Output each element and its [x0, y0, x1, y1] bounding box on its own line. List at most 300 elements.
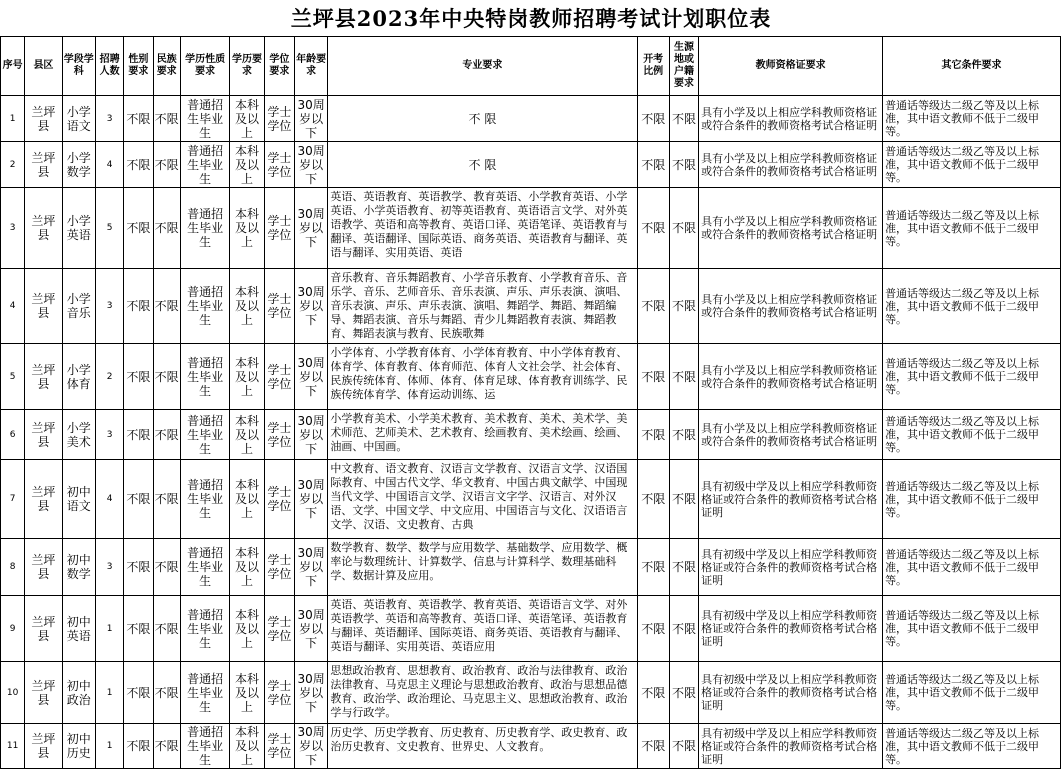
cell-other — [883, 460, 1061, 539]
cell-ethnic — [153, 460, 180, 539]
cell-origin-text: 不限 — [672, 739, 697, 753]
cell-seq — [1, 188, 25, 269]
cell-cert-text: 具有初级中学及以上相应学科教师资格证或符合条件的教师资格考试合格证明 — [701, 547, 878, 587]
cell-age — [294, 460, 327, 539]
cell-edu-nature — [180, 142, 230, 188]
cell-degree-text: 学士学位 — [267, 485, 292, 513]
cell-edu-text: 本科及以上 — [234, 546, 259, 588]
cell-edu — [230, 662, 264, 724]
cell-gender — [124, 188, 153, 269]
cell-county — [25, 596, 62, 662]
cell-edu-nature-text: 普通招生毕业生 — [187, 607, 224, 650]
cell-gender-text: 不限 — [126, 685, 151, 700]
cell-ethnic — [153, 344, 180, 410]
cell-edu-nature-text: 普通招生毕业生 — [187, 207, 224, 249]
cell-gender-text: 不限 — [126, 369, 151, 384]
cell-cert — [699, 410, 883, 460]
cell-subject-text: 小学体育 — [66, 362, 91, 391]
cell-ratio — [637, 344, 669, 410]
cell-gender — [124, 269, 153, 344]
cell-gender — [124, 96, 153, 142]
cell-ethnic — [153, 662, 180, 724]
cell-ratio-text: 不限 — [641, 739, 666, 753]
cell-ethnic — [153, 724, 180, 769]
cell-county — [25, 269, 62, 344]
cell-origin — [669, 539, 698, 596]
header-ethnic: 民族要求 — [153, 37, 180, 96]
cell-other — [883, 142, 1061, 188]
cell-seq — [1, 724, 25, 769]
cell-edu-nature — [180, 269, 230, 344]
cell-edu — [230, 96, 264, 142]
cell-origin — [669, 724, 698, 769]
header-major: 专业要求 — [328, 37, 637, 96]
cell-county — [25, 142, 62, 188]
cell-major-text: 音乐教育、音乐舞蹈教育、小学音乐教育、小学教育音乐、音乐学、音乐、艺师音乐、音乐表演、声乐、声乐表演、演唱、音乐表演、声乐、声乐表演、演唱、舞蹈学、舞蹈、舞蹈编导、舞蹈表演、音乐与舞蹈、青少儿舞蹈教育表演、舞蹈教育、舞蹈表演与教育、民族歌舞 — [330, 271, 628, 340]
cell-subject — [62, 596, 95, 662]
cell-edu-text: 本科及以上 — [234, 355, 259, 398]
cell-subject-text: 初中政治 — [66, 678, 91, 707]
cell-ratio — [637, 724, 669, 769]
cell-ratio-text: 不限 — [641, 492, 666, 506]
cell-edu — [230, 188, 264, 269]
cell-ratio-text: 不限 — [641, 369, 666, 384]
cell-other — [883, 724, 1061, 769]
cell-count — [95, 269, 123, 344]
cell-subject-text: 小学数学 — [66, 150, 91, 179]
cell-ethnic-text: 不限 — [154, 560, 179, 574]
cell-origin-text: 不限 — [672, 427, 697, 442]
cell-origin-text: 不限 — [672, 299, 697, 313]
cell-seq-text: 8 — [9, 562, 16, 572]
cell-age — [294, 344, 327, 410]
cell-cert — [699, 142, 883, 188]
cell-ethnic-text: 不限 — [154, 299, 179, 313]
cell-edu — [230, 596, 264, 662]
cell-edu-nature — [180, 539, 230, 596]
cell-degree — [264, 269, 294, 344]
cell-count — [95, 724, 123, 769]
cell-seq — [1, 662, 25, 724]
cell-subject — [62, 410, 95, 460]
cell-seq-text: 1 — [9, 113, 16, 124]
header-subject: 学段学科 — [62, 37, 95, 96]
cell-edu-text: 本科及以上 — [234, 285, 259, 327]
cell-edu-nature-text: 普通招生毕业生 — [187, 546, 224, 588]
cell-origin — [669, 269, 698, 344]
table-row — [1, 460, 1061, 539]
cell-edu-nature — [180, 410, 230, 460]
cell-ethnic-text: 不限 — [154, 492, 179, 506]
cell-age — [294, 539, 327, 596]
table-row — [1, 142, 1061, 188]
cell-ethnic-text: 不限 — [154, 369, 179, 384]
cell-ratio — [637, 188, 669, 269]
cell-age — [294, 188, 327, 269]
cell-age-text: 30周岁以下 — [297, 285, 325, 327]
cell-seq-text: 4 — [9, 301, 16, 311]
cell-county — [25, 188, 62, 269]
cell-age-text: 30周岁以下 — [297, 143, 325, 186]
cell-ratio-text: 不限 — [641, 685, 666, 700]
cell-gender-text: 不限 — [126, 111, 151, 126]
cell-edu — [230, 539, 264, 596]
cell-gender-text: 不限 — [126, 221, 151, 235]
cell-gender — [124, 344, 153, 410]
cell-other-text: 普通话等级达二级乙等及以上标准，其中语文教师不低于二级甲等。 — [885, 673, 1040, 712]
cell-degree-text: 学士学位 — [267, 678, 292, 707]
cell-major-text: 英语、英语教育、英语教学、教育英语、小学教育英语、小学英语、小学英语教育、初等英语教育、英语语言文学、对外英语教学、英语和高等教育、英语口译、英语笔译、英语教育与翻译、英语翻译、国际英语、商务英语、英语教育与翻译、英语与翻译、实用英语、英语 — [330, 190, 628, 259]
cell-degree-text: 学士学位 — [267, 362, 292, 391]
cell-age-text: 30周岁以下 — [297, 97, 325, 140]
cell-origin-text: 不限 — [672, 157, 697, 172]
table-row — [1, 410, 1061, 460]
table-row — [1, 344, 1061, 410]
header-county: 县区 — [25, 37, 62, 96]
table-row — [1, 96, 1061, 142]
cell-subject — [62, 539, 95, 596]
cell-other-text: 普通话等级达二级乙等及以上标准，其中语文教师不低于二级甲等。 — [885, 415, 1040, 454]
cell-major — [328, 460, 637, 539]
cell-origin-text: 不限 — [672, 111, 697, 126]
cell-ratio-text: 不限 — [641, 621, 666, 636]
cell-degree-text: 学士学位 — [267, 104, 292, 133]
cell-ethnic — [153, 539, 180, 596]
header-gender: 性别要求 — [124, 37, 153, 96]
cell-age — [294, 662, 327, 724]
cell-major — [328, 96, 637, 142]
cell-cert — [699, 344, 883, 410]
cell-county-text: 兰坪县 — [31, 732, 56, 760]
cell-county — [25, 410, 62, 460]
cell-count-text: 3 — [106, 301, 113, 311]
cell-gender — [124, 142, 153, 188]
cell-gender — [124, 410, 153, 460]
cell-other — [883, 662, 1061, 724]
cell-ethnic — [153, 142, 180, 188]
header-other: 其它条件要求 — [883, 37, 1061, 96]
cell-age — [294, 410, 327, 460]
cell-age-text: 30周岁以下 — [297, 607, 325, 650]
cell-ratio — [637, 96, 669, 142]
cell-degree — [264, 142, 294, 188]
cell-edu — [230, 142, 264, 188]
cell-degree — [264, 460, 294, 539]
cell-degree-text: 学士学位 — [267, 214, 292, 242]
cell-major — [328, 410, 637, 460]
cell-cert — [699, 269, 883, 344]
cell-cert-text: 具有初级中学及以上相应学科教师资格证或符合条件的教师资格考试合格证明 — [701, 726, 878, 766]
cell-age-text: 30周岁以下 — [297, 546, 325, 588]
header-row — [1, 37, 1061, 96]
cell-other — [883, 96, 1061, 142]
cell-count-text: 1 — [106, 687, 113, 698]
cell-gender-text: 不限 — [126, 157, 151, 172]
cell-other-text: 普通话等级达二级乙等及以上标准，其中语文教师不低于二级甲等。 — [885, 145, 1040, 184]
cell-age-text: 30周岁以下 — [297, 413, 325, 456]
cell-subject — [62, 724, 95, 769]
cell-edu — [230, 410, 264, 460]
cell-gender-text: 不限 — [126, 299, 151, 313]
cell-cert-text: 具有小学及以上相应学科教师资格证或符合条件的教师资格考试合格证明 — [701, 293, 878, 319]
cell-ratio-text: 不限 — [641, 560, 666, 574]
cell-other-text: 普通话等级达二级乙等及以上标准，其中语文教师不低于二级甲等。 — [885, 609, 1040, 648]
cell-count-text: 4 — [106, 159, 113, 170]
cell-subject — [62, 662, 95, 724]
cell-county-text: 兰坪县 — [31, 214, 56, 242]
cell-edu-nature-text: 普通招生毕业生 — [187, 355, 224, 398]
cell-degree — [264, 596, 294, 662]
cell-ratio — [637, 460, 669, 539]
cell-ratio-text: 不限 — [641, 299, 666, 313]
cell-count — [95, 460, 123, 539]
cell-seq-text: 6 — [9, 429, 16, 440]
cell-edu-text: 本科及以上 — [234, 607, 259, 650]
cell-ethnic — [153, 596, 180, 662]
cell-degree — [264, 96, 294, 142]
cell-seq — [1, 142, 25, 188]
cell-county-text: 兰坪县 — [31, 553, 56, 581]
cell-subject-text: 小学英语 — [66, 214, 91, 242]
cell-count-text: 1 — [106, 623, 113, 634]
cell-seq-text: 7 — [9, 494, 16, 504]
cell-county-text: 兰坪县 — [31, 362, 56, 391]
cell-other — [883, 596, 1061, 662]
cell-subject-text: 初中英语 — [66, 614, 91, 643]
cell-gender — [124, 596, 153, 662]
cell-ethnic-text: 不限 — [154, 221, 179, 235]
cell-edu-nature — [180, 344, 230, 410]
cell-origin-text: 不限 — [672, 492, 697, 506]
cell-cert-text: 具有小学及以上相应学科教师资格证或符合条件的教师资格考试合格证明 — [701, 151, 878, 178]
cell-age — [294, 96, 327, 142]
cell-county — [25, 662, 62, 724]
cell-origin — [669, 188, 698, 269]
cell-county — [25, 539, 62, 596]
cell-other — [883, 410, 1061, 460]
cell-subject-text: 初中语文 — [66, 485, 91, 513]
header-origin: 生源地或户籍要求 — [669, 37, 698, 96]
cell-edu-nature-text: 普通招生毕业生 — [187, 413, 224, 456]
cell-origin-text: 不限 — [672, 369, 697, 384]
cell-edu-nature-text: 普通招生毕业生 — [187, 143, 224, 186]
cell-major — [328, 724, 637, 769]
cell-subject — [62, 188, 95, 269]
cell-ratio — [637, 539, 669, 596]
cell-cert-text: 具有初级中学及以上相应学科教师资格证或符合条件的教师资格考试合格证明 — [701, 673, 878, 712]
cell-major — [328, 269, 637, 344]
cell-ethnic — [153, 410, 180, 460]
cell-major-text: 中文教育、语文教育、汉语言文学教育、汉语言文学、汉语国际教育、中国古代文学、华文教育、中国古典文献学、中国现当代文学、中国语言文学、汉语言文字学、汉语言、对外汉语、文学、中国文学、中文应用、中国语言与文化、汉语语言文学、汉语、文史教育、古典 — [330, 462, 628, 531]
cell-degree — [264, 188, 294, 269]
cell-edu — [230, 460, 264, 539]
cell-other-text: 普通话等级达二级乙等及以上标准，其中语文教师不低于二级甲等。 — [885, 286, 1040, 326]
cell-count-text: 4 — [106, 494, 113, 504]
cell-seq — [1, 596, 25, 662]
cell-county — [25, 460, 62, 539]
cell-seq-text: 11 — [6, 741, 19, 751]
cell-seq-text: 10 — [6, 687, 19, 698]
header-age: 年龄要求 — [294, 37, 327, 96]
cell-cert — [699, 539, 883, 596]
header-cert: 教师资格证要求 — [699, 37, 883, 96]
cell-origin-text: 不限 — [672, 221, 697, 235]
cell-major-text: 不 限 — [468, 111, 497, 126]
cell-subject-text: 小学语文 — [66, 104, 91, 133]
cell-edu-nature — [180, 188, 230, 269]
cell-ethnic-text: 不限 — [154, 427, 179, 442]
cell-cert — [699, 662, 883, 724]
cell-edu-nature — [180, 596, 230, 662]
cell-ethnic-text: 不限 — [154, 111, 179, 126]
cell-edu-nature-text: 普通招生毕业生 — [187, 285, 224, 327]
cell-count — [95, 539, 123, 596]
cell-age — [294, 596, 327, 662]
cell-count — [95, 410, 123, 460]
cell-edu-text: 本科及以上 — [234, 207, 259, 249]
cell-county — [25, 344, 62, 410]
cell-county-text: 兰坪县 — [31, 614, 56, 643]
cell-count-text: 1 — [106, 741, 113, 751]
cell-seq-text: 3 — [9, 223, 16, 233]
cell-other-text: 普通话等级达二级乙等及以上标准，其中语文教师不低于二级甲等。 — [885, 208, 1040, 248]
cell-gender-text: 不限 — [126, 492, 151, 506]
cell-degree — [264, 539, 294, 596]
cell-other — [883, 344, 1061, 410]
cell-age — [294, 724, 327, 769]
cell-degree — [264, 344, 294, 410]
cell-other — [883, 188, 1061, 269]
header-degree: 学位要求 — [264, 37, 294, 96]
cell-seq-text: 9 — [9, 623, 16, 634]
cell-ratio — [637, 142, 669, 188]
cell-gender-text: 不限 — [126, 427, 151, 442]
cell-count-text: 3 — [106, 429, 113, 440]
cell-count — [95, 596, 123, 662]
cell-ethnic-text: 不限 — [154, 685, 179, 700]
cell-degree-text: 学士学位 — [267, 732, 292, 760]
cell-edu-text: 本科及以上 — [234, 97, 259, 140]
cell-county — [25, 96, 62, 142]
header-count: 招聘人数 — [95, 37, 123, 96]
cell-ratio — [637, 662, 669, 724]
cell-ethnic-text: 不限 — [154, 621, 179, 636]
cell-count-text: 3 — [106, 562, 113, 572]
cell-edu-nature — [180, 662, 230, 724]
cell-county — [25, 724, 62, 769]
cell-cert — [699, 96, 883, 142]
cell-seq — [1, 460, 25, 539]
cell-major — [328, 188, 637, 269]
cell-age-text: 30周岁以下 — [297, 725, 325, 767]
cell-gender — [124, 460, 153, 539]
table-row — [1, 596, 1061, 662]
cell-degree-text: 学士学位 — [267, 292, 292, 320]
cell-subject — [62, 269, 95, 344]
cell-age-text: 30周岁以下 — [297, 355, 325, 398]
cell-ratio-text: 不限 — [641, 221, 666, 235]
cell-cert-text: 具有小学及以上相应学科教师资格证或符合条件的教师资格考试合格证明 — [701, 105, 878, 132]
cell-gender — [124, 724, 153, 769]
cell-ratio — [637, 596, 669, 662]
cell-origin — [669, 410, 698, 460]
cell-edu-text: 本科及以上 — [234, 478, 259, 520]
cell-origin — [669, 662, 698, 724]
table-row — [1, 724, 1061, 769]
cell-degree-text: 学士学位 — [267, 553, 292, 581]
cell-origin — [669, 460, 698, 539]
cell-seq — [1, 96, 25, 142]
cell-major-text: 小学体育、小学教育体育、小学体育教育、中小学体育教育、体育学、体育教育、体育师范、体育人文社会学、社会体育、民族传统体育、体师、体育、体育足球、体育教育训练学、民族传统体育学、体育运动训练、运 — [330, 346, 628, 401]
cell-origin — [669, 142, 698, 188]
cell-cert-text: 具有小学及以上相应学科教师资格证或符合条件的教师资格考试合格证明 — [701, 421, 878, 448]
cell-subject — [62, 96, 95, 142]
cell-degree — [264, 662, 294, 724]
cell-count — [95, 344, 123, 410]
cell-ratio-text: 不限 — [641, 157, 666, 172]
cell-degree — [264, 724, 294, 769]
cell-gender-text: 不限 — [126, 739, 151, 753]
cell-edu-nature — [180, 724, 230, 769]
cell-seq — [1, 344, 25, 410]
cell-age-text: 30周岁以下 — [297, 671, 325, 714]
cell-seq — [1, 539, 25, 596]
cell-major-text: 不 限 — [468, 157, 497, 172]
cell-county-text: 兰坪县 — [31, 678, 56, 707]
cell-ratio-text: 不限 — [641, 111, 666, 126]
cell-origin-text: 不限 — [672, 621, 697, 636]
cell-age-text: 30周岁以下 — [297, 478, 325, 520]
cell-major — [328, 596, 637, 662]
cell-edu-text: 本科及以上 — [234, 725, 259, 767]
cell-origin-text: 不限 — [672, 685, 697, 700]
cell-degree-text: 学士学位 — [267, 150, 292, 179]
cell-age-text: 30周岁以下 — [297, 207, 325, 249]
cell-edu-nature — [180, 460, 230, 539]
cell-county-text: 兰坪县 — [31, 485, 56, 513]
cell-seq-text: 5 — [9, 371, 16, 382]
cell-cert-text: 具有小学及以上相应学科教师资格证或符合条件的教师资格考试合格证明 — [701, 215, 878, 241]
cell-major — [328, 142, 637, 188]
cell-county-text: 兰坪县 — [31, 420, 56, 449]
cell-edu-text: 本科及以上 — [234, 413, 259, 456]
table-row — [1, 539, 1061, 596]
cell-age — [294, 142, 327, 188]
cell-count — [95, 96, 123, 142]
cell-ethnic-text: 不限 — [154, 739, 179, 753]
cell-major — [328, 539, 637, 596]
cell-edu — [230, 344, 264, 410]
cell-degree — [264, 410, 294, 460]
cell-count-text: 5 — [106, 223, 113, 233]
header-edu-nature: 学历性质要求 — [180, 37, 230, 96]
cell-other-text: 普通话等级达二级乙等及以上标准，其中语文教师不低于二级甲等。 — [885, 99, 1040, 138]
cell-major-text: 数学教育、数学、数学与应用数学、基础数学、应用数学、概率论与数理统计、计算数学、信息与计算科学、数理基础科学、数据计算及应用。 — [330, 541, 628, 582]
cell-subject-text: 小学美术 — [66, 420, 91, 449]
cell-cert-text: 具有初级中学及以上相应学科教师资格证或符合条件的教师资格考试合格证明 — [701, 609, 878, 648]
cell-major-text: 历史学、历史学教育、历史教育、历史教育学、政史教育、政治历史教育、文史教育、世界史、人文教育。 — [330, 726, 628, 753]
cell-other-text: 普通话等级达二级乙等及以上标准，其中语文教师不低于二级甲等。 — [885, 547, 1040, 587]
cell-major-text: 小学教育美术、小学美术教育、美术教育、美术、美术学、美术师范、艺师美术、艺术教育、绘画教育、美术绘画、绘画、油画、中国画。 — [330, 412, 628, 453]
cell-edu-nature-text: 普通招生毕业生 — [187, 478, 224, 520]
cell-ratio-text: 不限 — [641, 427, 666, 442]
cell-cert — [699, 460, 883, 539]
page-title: 兰坪县2023年中央特岗教师招聘考试计划职位表 — [290, 6, 772, 31]
cell-count-text: 3 — [106, 113, 113, 124]
cell-county-text: 兰坪县 — [31, 292, 56, 320]
cell-origin — [669, 96, 698, 142]
cell-subject — [62, 344, 95, 410]
